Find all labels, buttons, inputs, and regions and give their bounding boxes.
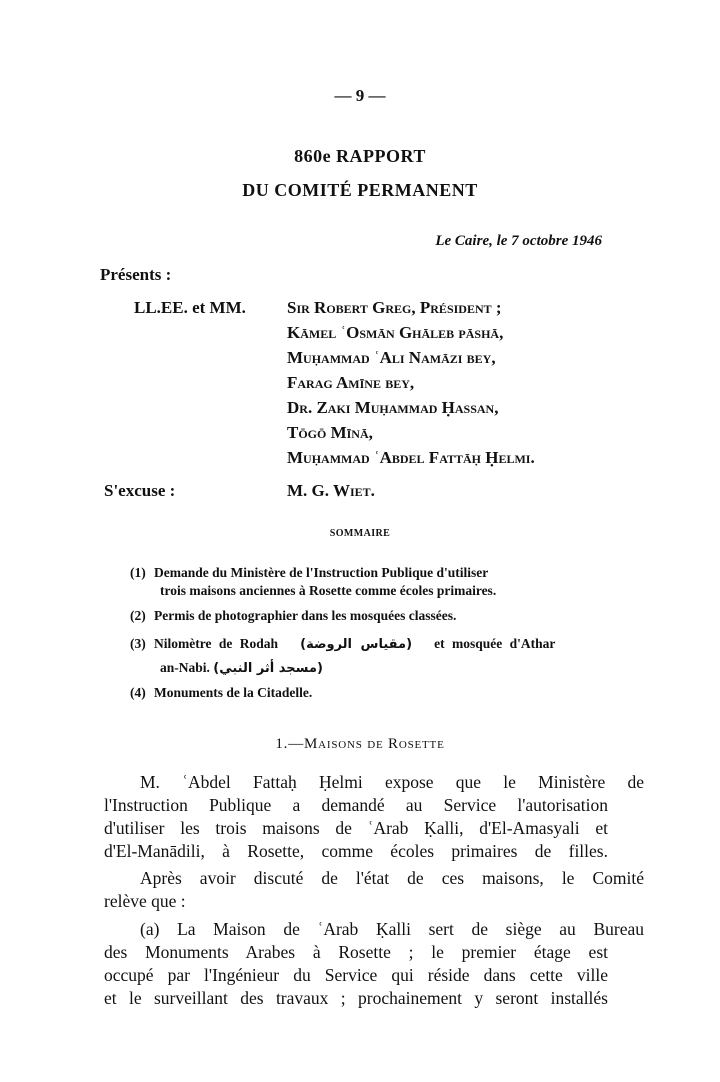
- paragraph-2-line-2: relève que :: [104, 891, 186, 911]
- paragraph-3-line-2: des Monuments Arabes à Rosette ; le premier étage est: [104, 942, 608, 962]
- sommaire-item-3-text: Nilomètre de Rodah: [154, 636, 278, 651]
- excuse-label: S'excuse :: [104, 481, 176, 500]
- page-number: — 9 —: [334, 86, 386, 105]
- sommaire-item-4-number: (4): [130, 685, 146, 700]
- excuse-name: M. G. Wiet.: [287, 481, 375, 500]
- paragraph-1-line-1: M. ʿAbdel Fattaḥ Ḥelmi expose que le Ministère de: [140, 772, 644, 792]
- sommaire-item-4: [130, 685, 312, 701]
- report-subtitle: DU COMITÉ PERMANENT: [242, 180, 478, 200]
- paragraph-3-line-4: et le surveillant des travaux ; prochainement y seront installés: [104, 988, 608, 1008]
- paragraph-1-line-4: d'El-Manādili, à Rosette, comme écoles primaires de filles.: [104, 841, 608, 861]
- sommaire-item-2-text: Permis de photographier dans les mosquées classées.: [154, 608, 457, 623]
- sommaire-item-1: [130, 565, 488, 581]
- sommaire-item-3-text-end: et mosquée d'Athar: [434, 636, 556, 651]
- sommaire-item-3: [130, 636, 555, 652]
- member-3: Muḥammad ʿAli Namāzi bey,: [287, 348, 496, 367]
- sommaire-item-3-continuation: [160, 660, 323, 676]
- sommaire-item-3-number: (3): [130, 636, 146, 651]
- sommaire-item-3-line2: an-Nabi.: [160, 660, 210, 675]
- paragraph-1-line-2: l'Instruction Publique a demandé au Service l'autorisation: [104, 795, 608, 815]
- sommaire-item-1-continuation: trois maisons anciennes à Rosette comme écoles primaires.: [160, 583, 497, 598]
- sommaire-item-4-text: Monuments de la Citadelle.: [154, 685, 313, 700]
- sommaire-item-2: [130, 608, 456, 624]
- paragraph-1-line-3: d'utiliser les trois maisons de ʿArab Ḳalli, d'El-Amasyali et: [104, 818, 608, 838]
- member-6: Tōgō Mīnā,: [287, 423, 373, 442]
- report-title: 860e RAPPORT: [294, 146, 426, 166]
- section-heading: 1.—Maisons de Rosette: [275, 736, 445, 752]
- member-4: Farag Amīne bey,: [287, 373, 415, 392]
- presents-prefix: LL.EE. et MM.: [134, 298, 246, 317]
- paragraph-3-line-1: (a) La Maison de ʿArab Ḳalli sert de siège au Bureau: [140, 919, 644, 939]
- sommaire-item-3-arabic-mosque: (مسجد أثر النبي): [213, 661, 323, 676]
- sommaire-item-3-arabic-nilometre: (مقياس الروضة): [300, 637, 413, 652]
- paragraph-2-line-1: Après avoir discuté de l'état de ces maisons, le Comité: [140, 868, 644, 888]
- sommaire-item-1-number: (1): [130, 565, 146, 580]
- dateline: Le Caire, le 7 octobre 1946: [435, 233, 602, 249]
- sommaire-title: SOMMAIRE: [329, 528, 391, 539]
- sommaire-item-2-number: (2): [130, 608, 146, 623]
- member-7: Muḥammad ʿAbdel Fattāḥ Ḥelmi.: [287, 448, 535, 467]
- paragraph-3-line-3: occupé par l'Ingénieur du Service qui réside dans cette ville: [104, 965, 608, 985]
- presents-label: Présents :: [100, 265, 172, 284]
- member-5: Dr. Zaki Muḥammad Ḥassan,: [287, 398, 499, 417]
- sommaire-item-1-text: Demande du Ministère de l'Instruction Publique d'utiliser: [154, 565, 489, 580]
- member-1: Sir Robert Greg, Président ;: [287, 298, 502, 317]
- member-2: Kāmel ʿOsmān Ghāleb pāshā,: [287, 323, 504, 342]
